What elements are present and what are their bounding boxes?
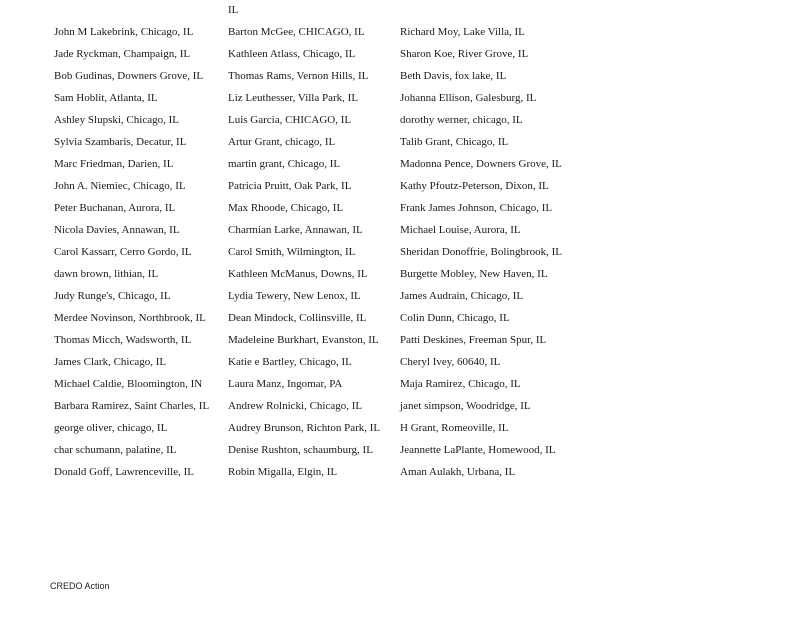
table-row (52, 24, 572, 46)
signer-entry: Audrey Brunson, Richton Park, IL (228, 422, 381, 434)
signer-entry: Sam Hoblit, Atlanta, IL (54, 92, 158, 104)
signer-entry: Artur Grant, chicago, IL (228, 136, 336, 148)
table-row (52, 310, 572, 332)
signer-entry: Sharon Koe, River Grove, IL (400, 48, 529, 60)
table-row (52, 398, 572, 420)
signer-entry: Katie e Bartley, Chicago, IL (228, 356, 352, 368)
signer-entry: Michael Louise, Aurora, IL (400, 224, 521, 236)
signer-entry: Max Rhoode, Chicago, IL (228, 202, 344, 214)
signer-entry: Cheryl Ivey, 60640, IL (400, 356, 501, 368)
signer-entry: Merdee Novinson, Northbrook, IL (54, 312, 206, 324)
signer-entry: Patti Deskines, Freeman Spur, IL (400, 334, 547, 346)
signer-entry: Richard Moy, Lake Villa, IL (400, 26, 525, 38)
signer-entry: Johanna Ellison, Galesburg, IL (400, 92, 537, 104)
signer-entry: Laura Manz, Ingomar, PA (228, 378, 343, 390)
signer-entry: Marc Friedman, Darien, IL (54, 158, 174, 170)
signer-entry: Frank James Johnson, Chicago, IL (400, 202, 553, 214)
signer-entry: dorothy werner, chicago, IL (400, 114, 523, 126)
signer-entry: char schumann, palatine, IL (54, 444, 177, 456)
signer-entry: Ashley Slupski, Chicago, IL (54, 114, 179, 126)
signer-entry: martin grant, Chicago, IL (228, 158, 341, 170)
signer-entry: John A. Niemiec, Chicago, IL (54, 180, 186, 192)
table-row (52, 420, 572, 442)
signatures-table-body (52, 24, 572, 486)
signer-entry: Colin Dunn, Chicago, IL (400, 312, 510, 324)
table-row (52, 244, 572, 266)
signer-entry: Denise Rushton, schaumburg, IL (228, 444, 373, 456)
table-row (52, 134, 572, 156)
continued-line-fragment: IL (228, 4, 239, 16)
signatures-table (52, 24, 572, 486)
signer-entry: H Grant, Romeoville, IL (400, 422, 509, 434)
signer-entry: Liz Leuthesser, Villa Park, IL (228, 92, 359, 104)
signer-entry: Donald Goff, Lawrenceville, IL (54, 466, 194, 478)
signer-entry: Bob Gudinas, Downers Grove, IL (54, 70, 204, 82)
signer-entry: Kathleen Atlass, Chicago, IL (228, 48, 356, 60)
table-row (52, 266, 572, 288)
table-row (52, 288, 572, 310)
table-row (52, 68, 572, 90)
signer-entry: Michael Caldie, Bloomington, IN (54, 378, 203, 390)
signer-entry: dawn brown, lithian, IL (54, 268, 159, 280)
signer-entry: Talib Grant, Chicago, IL (400, 136, 509, 148)
signer-entry: Burgette Mobley, New Haven, IL (400, 268, 548, 280)
signer-entry: Thomas Micch, Wadsworth, IL (54, 334, 192, 346)
signer-entry: Jade Ryckman, Champaign, IL (54, 48, 191, 60)
signer-entry: Sylvia Szambaris, Decatur, IL (54, 136, 187, 148)
table-row (52, 354, 572, 376)
signer-entry: Carol Kassarr, Cerro Gordo, IL (54, 246, 192, 258)
table-row (52, 156, 572, 178)
signer-entry: Sheridan Donoffrie, Bolingbrook, IL (400, 246, 563, 258)
signer-entry: Peter Buchanan, Aurora, IL (54, 202, 176, 214)
signer-entry: Nicola Davies, Annawan, IL (54, 224, 180, 236)
signer-entry: Barton McGee, CHICAGO, IL (228, 26, 365, 38)
signer-entry: Judy Runge's, Chicago, IL (54, 290, 171, 302)
signer-entry: Thomas Rams, Vernon Hills, IL (228, 70, 369, 82)
table-row (52, 90, 572, 112)
table-row (52, 222, 572, 244)
table-row (52, 178, 572, 200)
signer-entry: Beth Davis, fox lake, IL (400, 70, 507, 82)
signer-entry: James Audrain, Chicago, IL (400, 290, 524, 302)
signer-entry: Barbara Ramirez, Saint Charles, IL (54, 400, 210, 412)
table-row (52, 332, 572, 354)
signer-entry: Luis Garcia, CHICAGO, IL (228, 114, 352, 126)
table-row (52, 112, 572, 134)
signer-entry: James Clark, Chicago, IL (54, 356, 167, 368)
signer-entry: Aman Aulakh, Urbana, IL (400, 466, 516, 478)
signer-entry: Lydia Tewery, New Lenox, IL (228, 290, 361, 302)
table-row (52, 464, 572, 486)
signer-entry: Maja Ramirez, Chicago, IL (400, 378, 521, 390)
signer-entry: Madeleine Burkhart, Evanston, IL (228, 334, 379, 346)
signer-entry: Carol Smith, Wilmington, IL (228, 246, 356, 258)
table-row (52, 442, 572, 464)
signer-entry: Kathleen McManus, Downs, IL (228, 268, 368, 280)
table-row (52, 46, 572, 68)
signer-entry: Charmian Larke, Annawan, IL (228, 224, 363, 236)
page-footer: CREDO Action (50, 581, 110, 591)
signer-entry: Kathy Pfoutz-Peterson, Dixon, IL (400, 180, 549, 192)
table-row (52, 376, 572, 398)
signer-entry: Patricia Pruitt, Oak Park, IL (228, 180, 352, 192)
signer-entry: george oliver, chicago, IL (54, 422, 168, 434)
table-row (52, 200, 572, 222)
signer-entry: Andrew Rolnicki, Chicago, IL (228, 400, 363, 412)
signer-entry: Jeannette LaPlante, Homewood, IL (400, 444, 556, 456)
signer-entry: Madonna Pence, Downers Grove, IL (400, 158, 562, 170)
signer-entry: janet simpson, Woodridge, IL (400, 400, 531, 412)
signer-entry: John M Lakebrink, Chicago, IL (54, 26, 194, 38)
signer-entry: Robin Migalla, Elgin, IL (228, 466, 338, 478)
signer-entry: Dean Mindock, Collinsville, IL (228, 312, 367, 324)
